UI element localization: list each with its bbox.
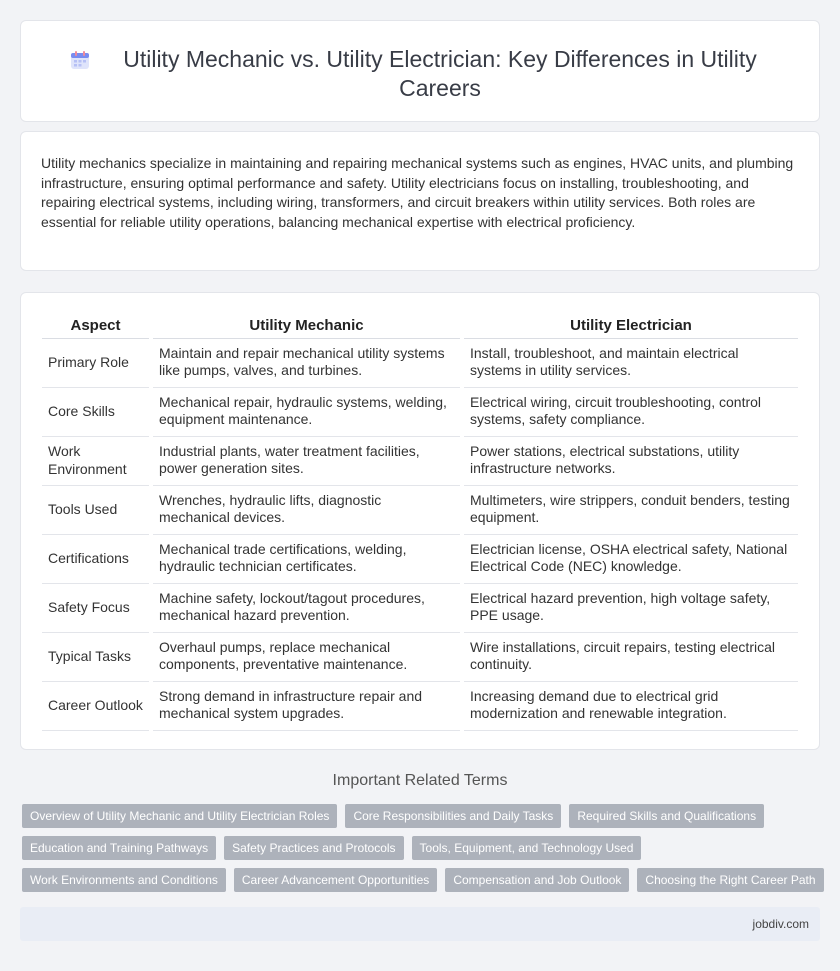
related-terms-heading: Important Related Terms [332,772,508,789]
table-row [42,436,798,485]
mechanic-cell: Machine safety, lockout/tagout procedures, mechanical hazard prevention. [151,583,462,632]
mechanic-cell: Mechanical trade certifications, welding, hydraulic technician certificates. [151,534,462,583]
header-aspect: Aspect [42,315,151,338]
header-card [20,20,820,122]
electrician-cell: Electrical hazard prevention, high voltage safety, PPE usage. [462,583,798,632]
related-term-tag[interactable]: Overview of Utility Mechanic and Utility Electrician Roles [22,804,337,828]
electrician-cell: Power stations, electrical substations, utility infrastructure networks. [462,436,798,485]
mechanic-cell: Strong demand in infrastructure repair and mechanical system upgrades. [151,681,462,730]
aspect-cell: Typical Tasks [42,632,151,681]
footer [20,907,820,941]
electrician-cell: Wire installations, circuit repairs, testing electrical continuity. [462,632,798,681]
electrician-cell: Increasing demand due to electrical grid modernization and renewable integration. [462,681,798,730]
mechanic-cell: Wrenches, hydraulic lifts, diagnostic mechanical devices. [151,485,462,534]
electrician-cell: Install, troubleshoot, and maintain electrical systems in utility services. [462,338,798,387]
table-row [42,681,798,730]
aspect-cell: Tools Used [42,485,151,534]
intro-paragraph: Utility mechanics specialize in maintaining and repairing mechanical systems such as engines, HVAC units, and plumbing infrastructure, ensuring optimal performance and safety. Utility electricians focus on installing, troubleshooting, and repairing electrical systems, including wiring, transformers, and circuit breakers within utility services. Both roles are essential for reliable utility operations, balancing mechanical expertise with electrical proficiency. [41,155,794,230]
table-row [42,338,798,387]
aspect-cell: Core Skills [42,387,151,436]
mechanic-cell: Maintain and repair mechanical utility systems like pumps, valves, and turbines. [151,338,462,387]
table-row [42,387,798,436]
aspect-cell: Career Outlook [42,681,151,730]
table-row [42,632,798,681]
related-terms-list [22,804,822,900]
comparison-card [20,292,820,750]
tag-row [22,804,822,828]
related-term-tag[interactable]: Tools, Equipment, and Technology Used [412,836,642,860]
related-term-tag[interactable]: Required Skills and Qualifications [569,804,764,828]
related-term-tag[interactable]: Compensation and Job Outlook [445,868,629,892]
page-title: Utility Mechanic vs. Utility Electrician: Key Differences in Utility Careers [123,46,757,101]
related-term-tag[interactable]: Work Environments and Conditions [22,868,226,892]
comparison-table [42,315,798,731]
table-row [42,485,798,534]
table-row [42,583,798,632]
footer-site-link[interactable]: jobdiv.com [752,917,809,931]
table-row [42,534,798,583]
intro-card [20,131,820,271]
mechanic-cell: Mechanical repair, hydraulic systems, welding, equipment maintenance. [151,387,462,436]
mechanic-cell: Industrial plants, water treatment facilities, power generation sites. [151,436,462,485]
related-term-tag[interactable]: Career Advancement Opportunities [234,868,437,892]
aspect-cell: Certifications [42,534,151,583]
aspect-cell: Work Environment [42,436,151,485]
header-mechanic: Utility Mechanic [151,315,462,338]
mechanic-cell: Overhaul pumps, replace mechanical components, preventative maintenance. [151,632,462,681]
tag-row [22,836,822,860]
electrician-cell: Multimeters, wire strippers, conduit benders, testing equipment. [462,485,798,534]
aspect-cell: Safety Focus [42,583,151,632]
related-term-tag[interactable]: Education and Training Pathways [22,836,216,860]
electrician-cell: Electrician license, OSHA electrical safety, National Electrical Code (NEC) knowledge. [462,534,798,583]
tag-row [22,868,822,892]
aspect-cell: Primary Role [42,338,151,387]
related-term-tag[interactable]: Safety Practices and Protocols [224,836,403,860]
table-header-row [42,315,798,338]
electrician-cell: Electrical wiring, circuit troubleshooting, control systems, safety compliance. [462,387,798,436]
header-electrician: Utility Electrician [462,315,798,338]
related-term-tag[interactable]: Choosing the Right Career Path [637,868,823,892]
related-term-tag[interactable]: Core Responsibilities and Daily Tasks [345,804,561,828]
